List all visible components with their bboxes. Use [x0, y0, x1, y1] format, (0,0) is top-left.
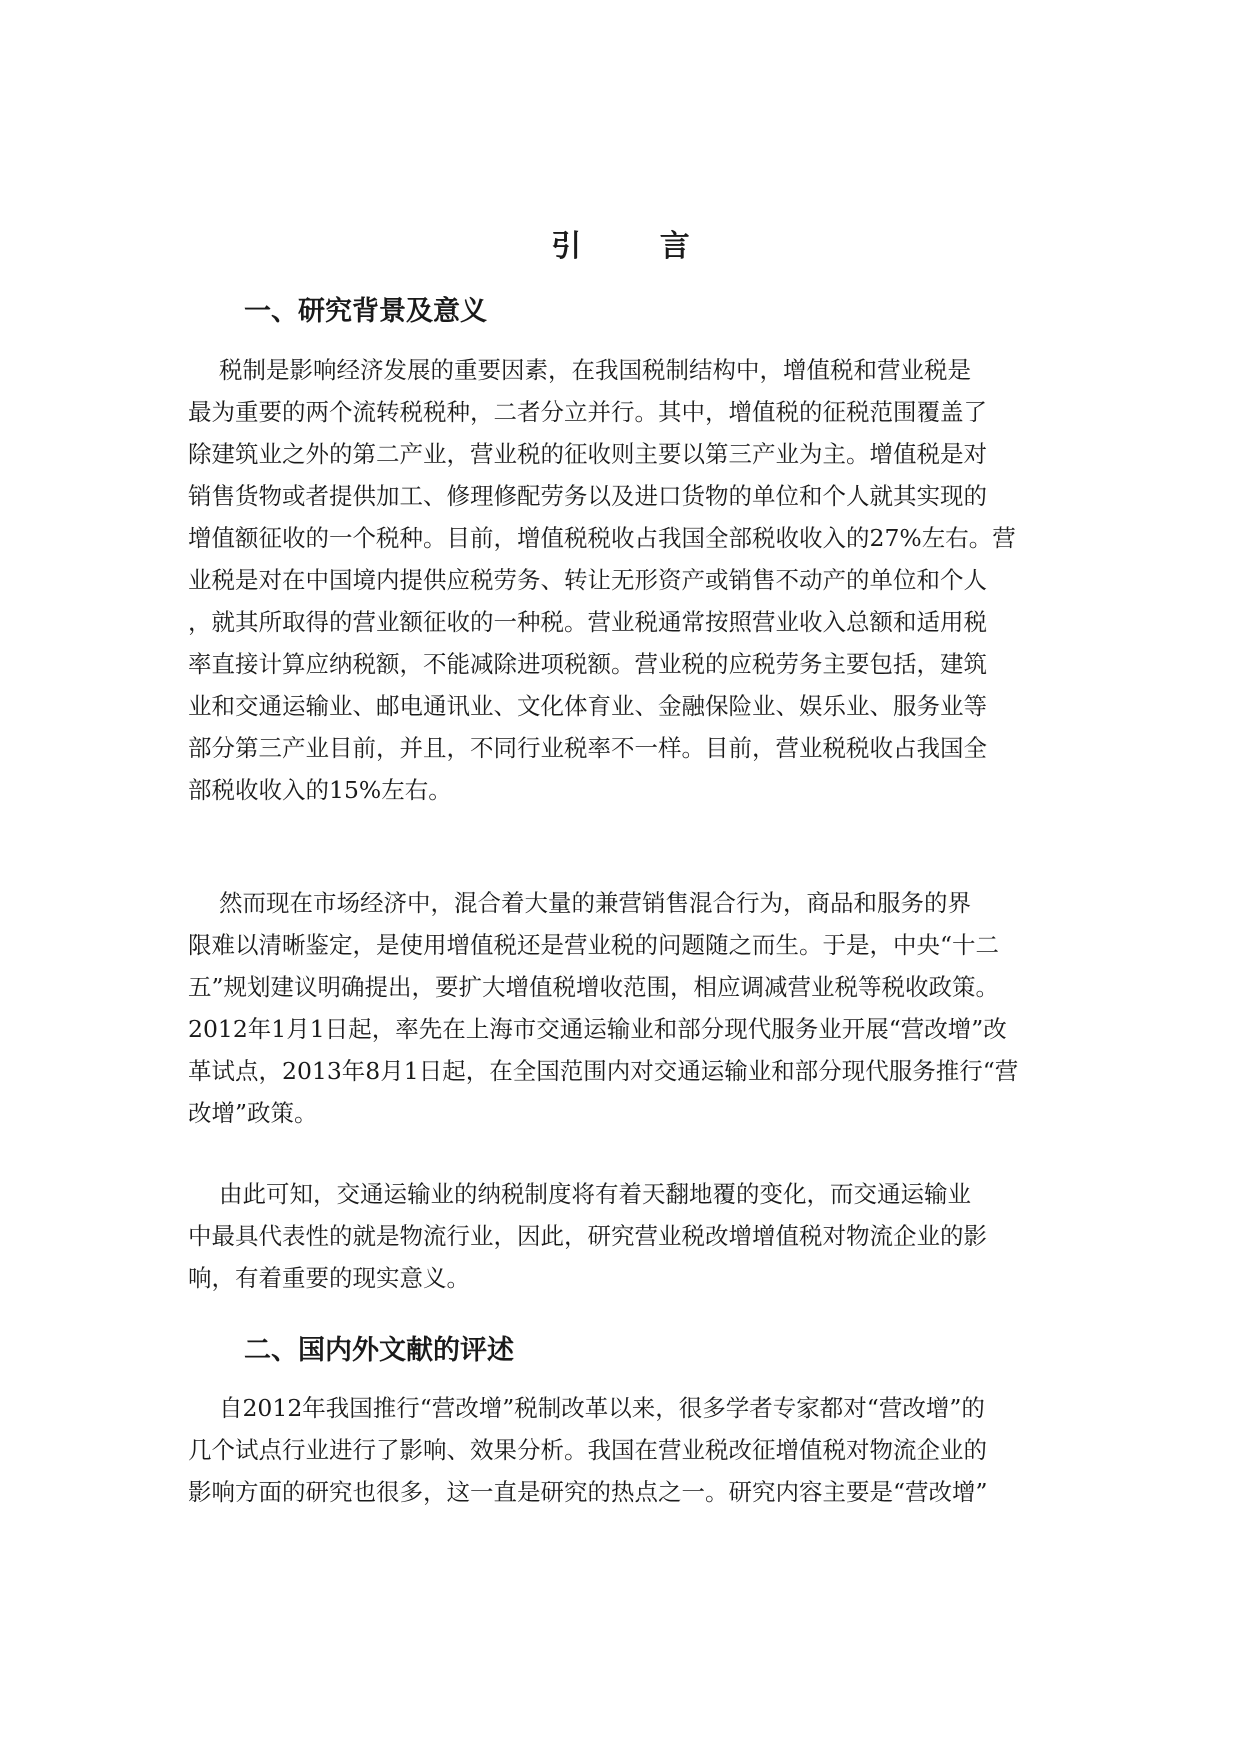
text-line: 革试点，2013年8月1日起，在全国范围内对交通运输业和部分现代服务推行“营 [188, 1057, 1019, 1085]
text-line: 率直接计算应纳税额，不能减除进项税额。营业税的应税劳务主要包括，建筑 [188, 650, 987, 678]
text-line: 业和交通运输业、邮电通讯业、文化体育业、金融保险业、娱乐业、服务业等 [188, 692, 987, 720]
text-line: 改增”政策。 [188, 1099, 318, 1127]
text-line: ，就其所取得的营业额征收的一种税。营业税通常按照营业收入总额和适用税 [188, 608, 987, 636]
paragraph [188, 1387, 1048, 1513]
text-line: 业税是对在中国境内提供应税劳务、转让无形资产或销售不动产的单位和个人 [188, 566, 987, 594]
text-line: 中最具代表性的就是物流行业，因此，研究营业税改增增值税对物流企业的影 [188, 1222, 987, 1250]
text-line: 最为重要的两个流转税税种，二者分立并行。其中，增值税的征税范围覆盖了 [188, 398, 987, 426]
text-line: 然而现在市场经济中，混合着大量的兼营销售混合行为，商品和服务的界 [188, 889, 971, 917]
paragraph [188, 882, 1048, 1134]
text-line: 五”规划建议明确提出，要扩大增值税增收范围，相应调减营业税等税收政策。 [188, 973, 1000, 1001]
text-line: 部税收收入的15%左右。 [188, 776, 452, 804]
text-line: 销售货物或者提供加工、修理修配劳务以及进口货物的单位和个人就其实现的 [188, 482, 987, 510]
text-line: 响，有着重要的现实意义。 [188, 1264, 470, 1292]
text-line: 限难以清晰鉴定，是使用增值税还是营业税的问题随之而生。于是，中央“十二 [188, 931, 1000, 959]
text-line: 2012年1月1日起，率先在上海市交通运输业和部分现代服务业开展“营改增”改 [188, 1015, 1007, 1043]
text-line: 几个试点行业进行了影响、效果分析。我国在营业税改征增值税对物流企业的 [188, 1436, 987, 1464]
text-line: 自2012年我国推行“营改增”税制改革以来，很多学者专家都对“营改增”的 [188, 1394, 985, 1422]
section-heading-background: 一、研究背景及意义 [244, 296, 487, 327]
page-title: 引 言 [551, 229, 724, 264]
text-line: 部分第三产业目前，并且，不同行业税率不一样。目前，营业税税收占我国全 [188, 734, 987, 762]
paragraph [188, 349, 1048, 811]
text-line: 除建筑业之外的第二产业，营业税的征收则主要以第三产业为主。增值税是对 [188, 440, 987, 468]
text-line: 增值额征收的一个税种。目前，增值税税收占我国全部税收收入的27%左右。营 [188, 524, 1016, 552]
text-line: 由此可知，交通运输业的纳税制度将有着天翻地覆的变化，而交通运输业 [188, 1180, 971, 1208]
text-line: 影响方面的研究也很多，这一直是研究的热点之一。研究内容主要是“营改增” [188, 1478, 988, 1506]
section-heading-literature: 二、国内外文献的评述 [244, 1335, 514, 1366]
text-line: 税制是影响经济发展的重要因素，在我国税制结构中，增值税和营业税是 [188, 356, 971, 384]
paragraph [188, 1173, 1048, 1299]
